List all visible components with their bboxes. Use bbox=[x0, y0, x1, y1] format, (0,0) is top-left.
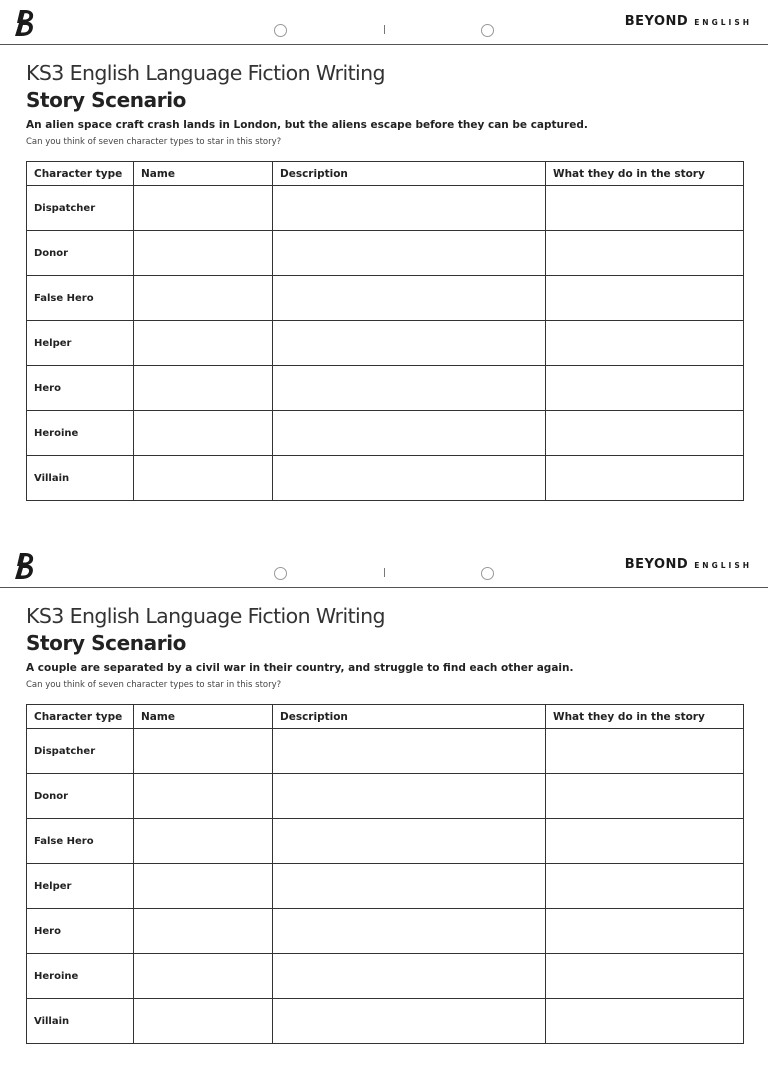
punch-hole-right bbox=[481, 567, 494, 580]
character-type-cell: Hero bbox=[27, 366, 134, 411]
table-row bbox=[27, 909, 744, 954]
page-subtitle: Story Scenario bbox=[26, 631, 186, 655]
table-row bbox=[27, 456, 744, 501]
prompt-text: Can you think of seven character types to star in this story? bbox=[26, 137, 282, 147]
brand-sub: ENGLISH bbox=[694, 561, 752, 570]
brand-sub: ENGLISH bbox=[694, 18, 752, 27]
character-type-cell: False Hero bbox=[27, 276, 134, 321]
character-type-cell: Villain bbox=[27, 999, 134, 1044]
character-type-cell: Heroine bbox=[27, 954, 134, 999]
name-cell[interactable] bbox=[134, 999, 273, 1044]
character-type-cell: Hero bbox=[27, 909, 134, 954]
character-type-cell: Villain bbox=[27, 456, 134, 501]
action-cell[interactable] bbox=[546, 276, 744, 321]
description-cell[interactable] bbox=[273, 729, 546, 774]
brand-name: BEYOND bbox=[624, 557, 689, 572]
description-cell[interactable] bbox=[273, 321, 546, 366]
page-title: KS3 English Language Fiction Writing bbox=[26, 604, 385, 628]
character-table bbox=[26, 161, 744, 501]
name-cell[interactable] bbox=[134, 954, 273, 999]
name-cell[interactable] bbox=[134, 321, 273, 366]
table-row bbox=[27, 321, 744, 366]
table-row bbox=[27, 819, 744, 864]
name-cell[interactable] bbox=[134, 186, 273, 231]
page-title: KS3 English Language Fiction Writing bbox=[26, 61, 385, 85]
action-cell[interactable] bbox=[546, 999, 744, 1044]
column-header-action: What they do in the story bbox=[546, 162, 744, 186]
description-cell[interactable] bbox=[273, 864, 546, 909]
description-cell[interactable] bbox=[273, 186, 546, 231]
name-cell[interactable] bbox=[134, 774, 273, 819]
name-cell[interactable] bbox=[134, 366, 273, 411]
name-cell[interactable] bbox=[134, 231, 273, 276]
table-row bbox=[27, 186, 744, 231]
description-cell[interactable] bbox=[273, 231, 546, 276]
name-cell[interactable] bbox=[134, 456, 273, 501]
table-row bbox=[27, 276, 744, 321]
name-cell[interactable] bbox=[134, 411, 273, 456]
character-type-cell: Donor bbox=[27, 231, 134, 276]
character-type-cell: Donor bbox=[27, 774, 134, 819]
description-cell[interactable] bbox=[273, 999, 546, 1044]
beyond-logo-icon bbox=[14, 9, 36, 37]
scenario-text: An alien space craft crash lands in London, but the aliens escape before they can be captured. bbox=[26, 119, 588, 131]
punch-hole-left bbox=[274, 567, 287, 580]
header-divider bbox=[0, 587, 768, 588]
table-row bbox=[27, 411, 744, 456]
character-type-cell: Dispatcher bbox=[27, 729, 134, 774]
table-header-row bbox=[27, 705, 744, 729]
action-cell[interactable] bbox=[546, 231, 744, 276]
description-cell[interactable] bbox=[273, 774, 546, 819]
character-type-cell: Dispatcher bbox=[27, 186, 134, 231]
name-cell[interactable] bbox=[134, 909, 273, 954]
description-cell[interactable] bbox=[273, 411, 546, 456]
description-cell[interactable] bbox=[273, 909, 546, 954]
header-divider bbox=[0, 44, 768, 45]
action-cell[interactable] bbox=[546, 954, 744, 999]
table-header-row bbox=[27, 162, 744, 186]
column-header-name: Name bbox=[134, 705, 273, 729]
name-cell[interactable] bbox=[134, 819, 273, 864]
action-cell[interactable] bbox=[546, 774, 744, 819]
table-row bbox=[27, 231, 744, 276]
action-cell[interactable] bbox=[546, 909, 744, 954]
brand-wordmark bbox=[625, 14, 752, 29]
column-header-character-type: Character type bbox=[27, 162, 134, 186]
table-row bbox=[27, 999, 744, 1044]
action-cell[interactable] bbox=[546, 819, 744, 864]
scenario-text: A couple are separated by a civil war in their country, and struggle to find each other again. bbox=[26, 662, 574, 674]
name-cell[interactable] bbox=[134, 729, 273, 774]
table-row bbox=[27, 366, 744, 411]
prompt-text: Can you think of seven character types to star in this story? bbox=[26, 680, 282, 690]
column-header-character-type: Character type bbox=[27, 705, 134, 729]
brand-name: BEYOND bbox=[624, 14, 689, 29]
punch-hole-right bbox=[481, 24, 494, 37]
table-row bbox=[27, 954, 744, 999]
column-header-name: Name bbox=[134, 162, 273, 186]
beyond-logo-icon bbox=[14, 552, 36, 580]
center-mark bbox=[384, 568, 385, 577]
action-cell[interactable] bbox=[546, 456, 744, 501]
character-type-cell: Heroine bbox=[27, 411, 134, 456]
table-row bbox=[27, 729, 744, 774]
punch-hole-left bbox=[274, 24, 287, 37]
character-type-cell: Helper bbox=[27, 321, 134, 366]
name-cell[interactable] bbox=[134, 276, 273, 321]
description-cell[interactable] bbox=[273, 276, 546, 321]
action-cell[interactable] bbox=[546, 186, 744, 231]
name-cell[interactable] bbox=[134, 864, 273, 909]
description-cell[interactable] bbox=[273, 819, 546, 864]
column-header-description: Description bbox=[273, 162, 546, 186]
action-cell[interactable] bbox=[546, 366, 744, 411]
brand-wordmark bbox=[625, 557, 752, 572]
table-row bbox=[27, 864, 744, 909]
description-cell[interactable] bbox=[273, 366, 546, 411]
character-type-cell: False Hero bbox=[27, 819, 134, 864]
action-cell[interactable] bbox=[546, 729, 744, 774]
description-cell[interactable] bbox=[273, 456, 546, 501]
center-mark bbox=[384, 25, 385, 34]
table-row bbox=[27, 774, 744, 819]
description-cell[interactable] bbox=[273, 954, 546, 999]
column-header-action: What they do in the story bbox=[546, 705, 744, 729]
action-cell[interactable] bbox=[546, 864, 744, 909]
page-subtitle: Story Scenario bbox=[26, 88, 186, 112]
column-header-description: Description bbox=[273, 705, 546, 729]
action-cell[interactable] bbox=[546, 321, 744, 366]
character-table bbox=[26, 704, 744, 1044]
action-cell[interactable] bbox=[546, 411, 744, 456]
character-type-cell: Helper bbox=[27, 864, 134, 909]
worksheet-page-2 bbox=[0, 543, 768, 1086]
